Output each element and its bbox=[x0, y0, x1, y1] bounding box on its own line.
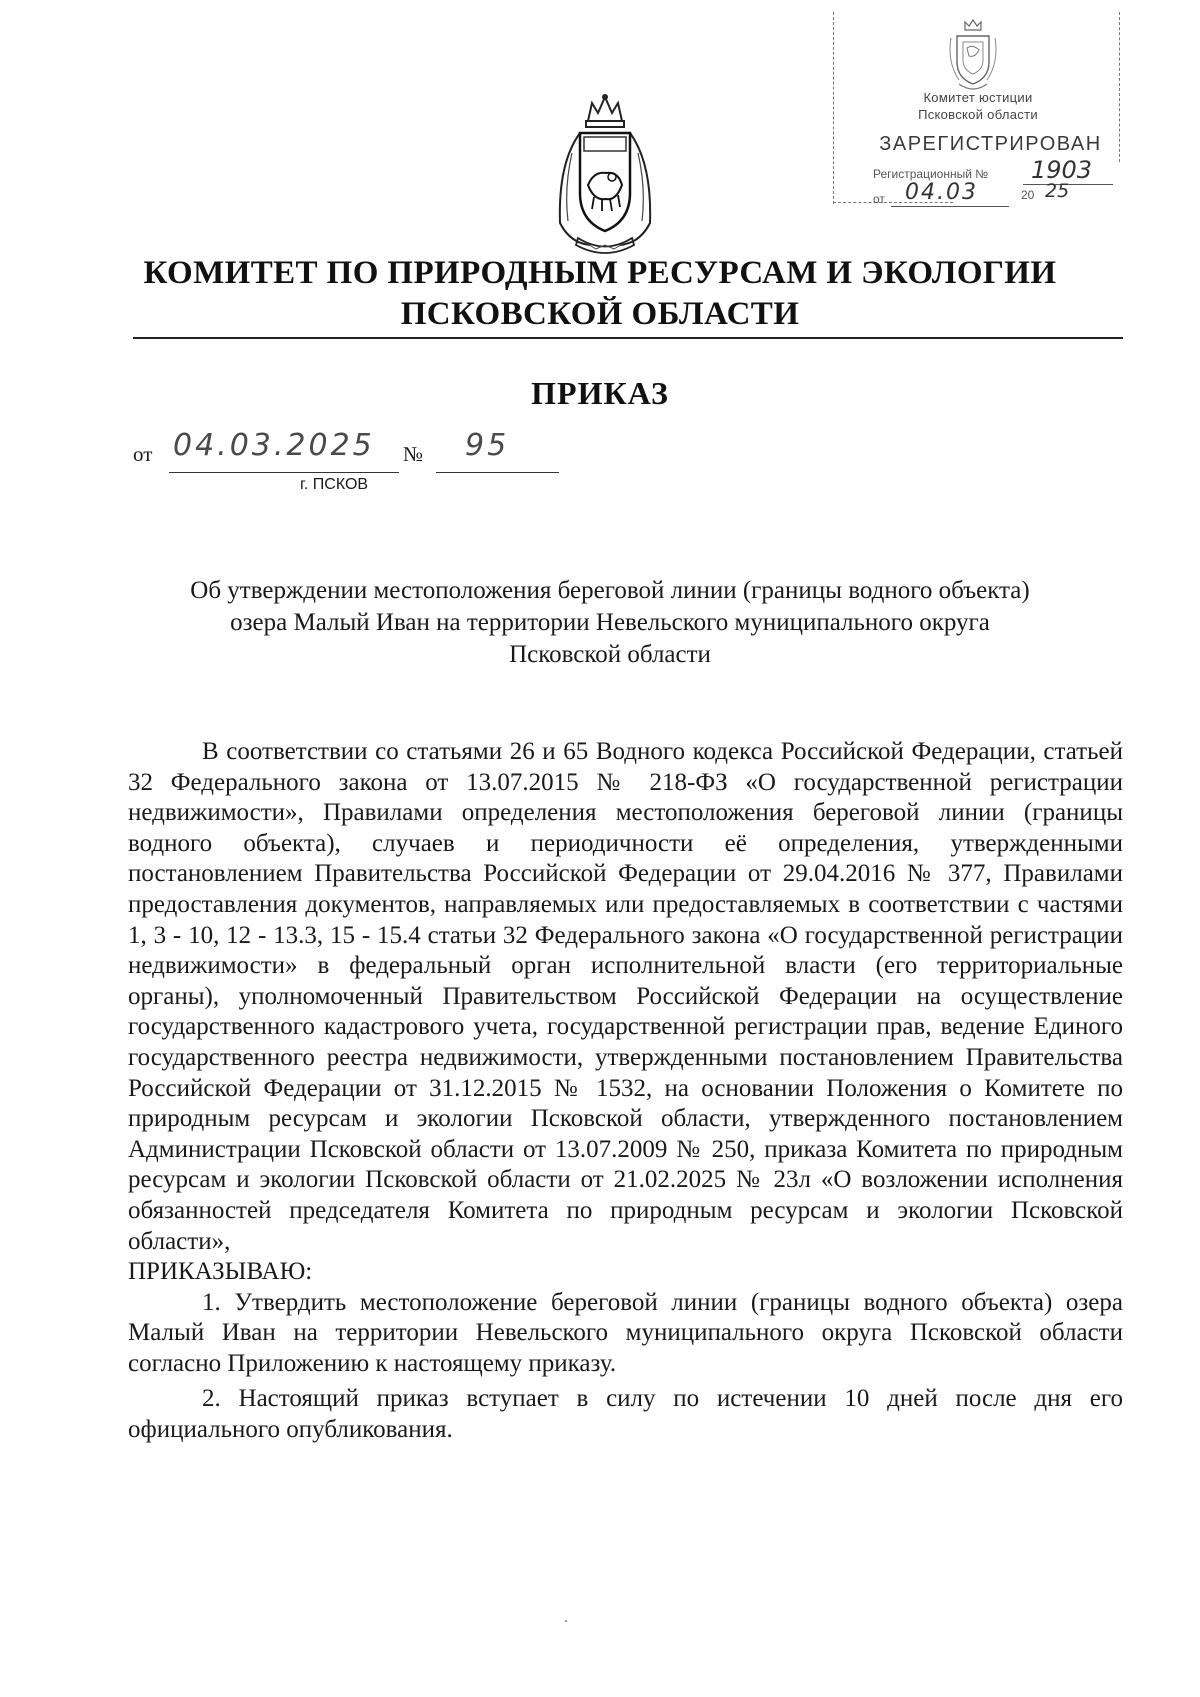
city: г. ПСКОВ bbox=[300, 476, 369, 493]
order-number: 95 bbox=[465, 428, 510, 463]
org-name-line-1: КОМИТЕТ ПО ПРИРОДНЫМ РЕСУРСАМ И ЭКОЛОГИИ bbox=[143, 255, 1057, 291]
order-date: 04.03.2025 bbox=[173, 428, 375, 463]
date-underline bbox=[169, 472, 399, 473]
coat-of-arms-icon bbox=[550, 93, 660, 258]
stamp-reg-number: 1903 bbox=[1031, 156, 1093, 184]
scan-speck bbox=[565, 1620, 567, 1622]
stamp-date-underline bbox=[891, 206, 1009, 207]
stamp-date-label: от bbox=[873, 192, 885, 206]
order-item-2: 2. Настоящий приказ вступает в силу по истечении 10 дней после дня его официального опубликования. bbox=[128, 1385, 1123, 1444]
subject-line-1: Об утверждении местоположения береговой линии (границы водного объекта) bbox=[190, 577, 1030, 604]
preamble-paragraph: В соответствии со статьями 26 и 65 Водного кодекса Российской Федерации, статьей 32 Федерального закона от 13.07.2015 № 218-ФЗ «О государственной регистрации недвижимости», Правилами определения местоположения береговой линии (границы водного объекта), случаев и периодичности её определения, утвержденными постановлением Правительства Российской Федерации от 29.04.2016 № 377, Правилами предоставления документов, направляемых или предоставляемых в соответствии с частями 1, 3 - 10, 12 - 13.3, 15 - 15.4 статьи 32 Федерального закона «О государственной регистрации недвижимости» в федеральный орган исполнительной власти (его территориальные органы), уполномоченный Правительством Российской Федерации на осуществление государственного кадастрового учета, государственной регистрации прав, ведение Единого государственного реестра недвижимости, утвержденными постановлением Правительства Российской Федерации от 31.12.2015 № 1532, на основании Положения о Комитете по природным ресурсам и экологии Псковской области, утвержденного постановлением Администрации Псковской области от 13.07.2009 № 250, приказа Комитета по природным ресурсам и экологии Псковской области от 21.02.2025 № 23л «О возложении исполнения обязанностей председателя Комитета по природным ресурсам и экологии Псковской области», bbox=[128, 738, 1123, 1255]
stamp-border-right bbox=[1119, 12, 1120, 162]
order-word: ПРИКАЗЫВАЮ: bbox=[128, 1258, 313, 1286]
stamp-border-left bbox=[833, 12, 834, 204]
date-prefix: от bbox=[133, 442, 153, 466]
subject-line-2: озера Малый Иван на территории Невельского муниципального округа bbox=[230, 609, 990, 636]
stamp-org-line-1: Комитет юстиции bbox=[923, 90, 1033, 105]
header-divider bbox=[133, 337, 1123, 339]
order-item-1: 1. Утвердить местоположение береговой линии (границы водного объекта) озера Малый Иван на территории Невельского муниципального округа Псковской области согласно Приложению к настоящему приказу. bbox=[128, 1288, 1123, 1377]
stamp-reg-label: Регистрационный № bbox=[873, 167, 989, 181]
registration-stamp bbox=[833, 12, 1125, 207]
document-body bbox=[128, 737, 1123, 1446]
stamp-date-year-suffix: 25 bbox=[1045, 180, 1070, 202]
document-type: ПРИКАЗ bbox=[531, 375, 669, 411]
stamp-org-line-2: Псковской области bbox=[918, 107, 1038, 122]
number-label: № bbox=[403, 442, 424, 466]
org-name-line-2: ПСКОВСКОЙ ОБЛАСТИ bbox=[400, 296, 800, 332]
number-underline bbox=[436, 472, 559, 473]
stamp-date-year-prefix: 20 bbox=[1021, 188, 1035, 202]
stamp-title: ЗАРЕГИСТРИРОВАН bbox=[879, 133, 1102, 155]
stamp-date-value: 04.03 bbox=[905, 180, 978, 205]
subject-line-3: Псковской области bbox=[509, 641, 711, 668]
stamp-emblem-icon bbox=[943, 18, 1003, 96]
